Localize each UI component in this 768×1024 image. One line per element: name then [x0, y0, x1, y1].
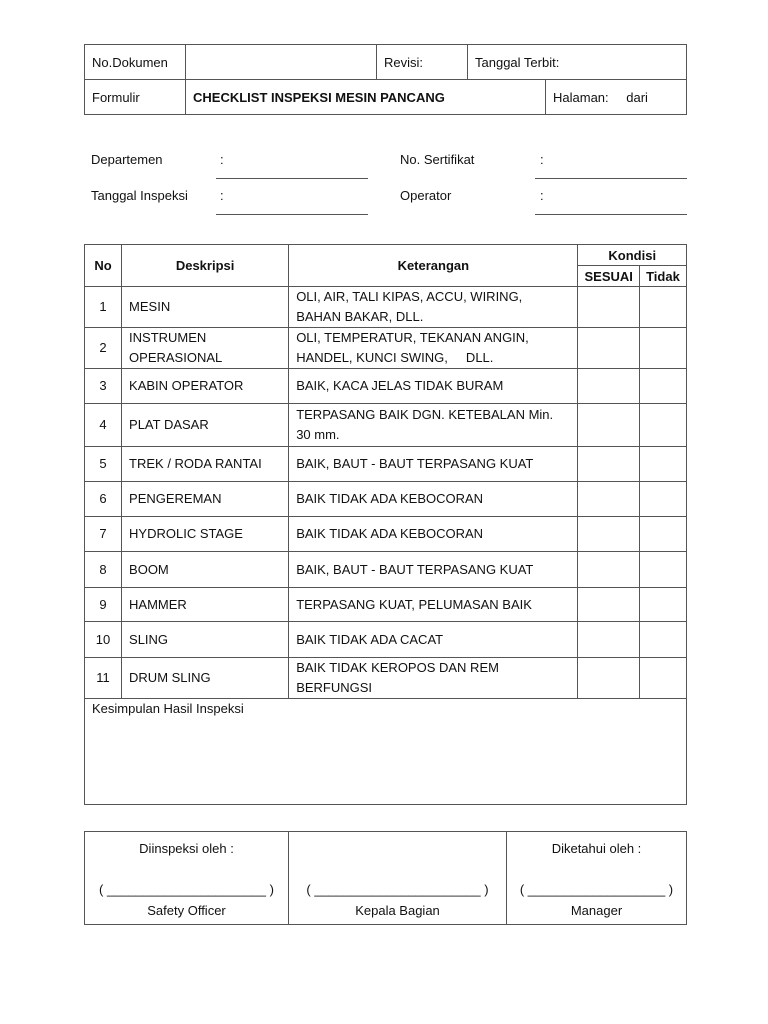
role-kepala-bagian: Kepala Bagian [355, 903, 440, 918]
row-no: 9 [85, 588, 122, 622]
col-tidak-header: Tidak [639, 266, 686, 287]
signature-manager[interactable] [507, 832, 687, 925]
signature-blank-1: ( ______________________ ) [99, 882, 274, 897]
signature-blank-3: ( ___________________ ) [519, 882, 674, 897]
row-deskripsi: HYDROLIC STAGE [122, 517, 289, 552]
row-deskripsi: MESIN [122, 287, 289, 328]
table-row [85, 517, 687, 552]
info-row-1 [91, 146, 687, 182]
halaman-cell [546, 80, 687, 115]
role-manager: Manager [570, 903, 623, 918]
row-keterangan: BAIK TIDAK ADA KEBOCORAN [289, 482, 578, 517]
row-sesuai-cell[interactable] [578, 447, 639, 482]
row-tidak-cell[interactable] [639, 404, 686, 447]
row-no: 8 [85, 552, 122, 588]
table-row [85, 552, 687, 588]
row-sesuai-cell[interactable] [578, 287, 639, 328]
row-tidak-cell[interactable] [639, 287, 686, 328]
tanggal-inspeksi-label: Tanggal Inspeksi [91, 188, 188, 203]
no-sertifikat-label: No. Sertifikat [400, 152, 475, 167]
row-keterangan: TERPASANG KUAT, PELUMASAN BAIK [289, 588, 578, 622]
form-title: CHECKLIST INSPEKSI MESIN PANCANG [186, 80, 546, 115]
revisi-label: Revisi: [377, 45, 468, 80]
row-no: 6 [85, 482, 122, 517]
row-sesuai-cell[interactable] [578, 658, 639, 699]
departemen-field[interactable] [216, 178, 368, 179]
row-sesuai-cell[interactable] [578, 482, 639, 517]
row-deskripsi: HAMMER [122, 588, 289, 622]
row-deskripsi: DRUM SLING [122, 658, 289, 699]
role-safety-officer: Safety Officer [147, 903, 226, 918]
col-no-header: No [85, 245, 122, 287]
row-keterangan: BAIK TIDAK ADA CACAT [289, 622, 578, 658]
row-keterangan: OLI, AIR, TALI KIPAS, ACCU, WIRING, BAHAN BAKAR, DLL. [289, 287, 578, 328]
table-row [85, 404, 687, 447]
kesimpulan-label: Kesimpulan Hasil Inspeksi [92, 701, 244, 716]
info-row-2 [91, 182, 687, 218]
row-no: 7 [85, 517, 122, 552]
inspection-info [91, 146, 687, 218]
col-sesuai-header: SESUAI [578, 266, 639, 287]
no-dokumen-value[interactable] [186, 45, 377, 80]
col-deskripsi-header: Deskripsi [122, 245, 289, 287]
operator-label: Operator [400, 188, 452, 203]
diketahui-label: Diketahui oleh : [551, 841, 642, 856]
row-deskripsi: SLING [122, 622, 289, 658]
diinspeksi-label: Diinspeksi oleh : [139, 841, 234, 856]
row-no: 5 [85, 447, 122, 482]
tanggal-inspeksi-field[interactable] [216, 214, 368, 215]
table-row [85, 369, 687, 404]
signature-table [84, 831, 687, 925]
row-tidak-cell[interactable] [639, 328, 686, 369]
table-row [85, 287, 687, 328]
table-row [85, 588, 687, 622]
row-keterangan: BAIK, BAUT - BAUT TERPASANG KUAT [289, 447, 578, 482]
row-no: 10 [85, 622, 122, 658]
row-tidak-cell[interactable] [639, 588, 686, 622]
formulir-label: Formulir [85, 80, 186, 115]
halaman-label: Halaman: [553, 89, 609, 105]
row-keterangan: BAIK TIDAK KEROPOS DAN REM BERFUNGSI [289, 658, 578, 699]
row-tidak-cell[interactable] [639, 552, 686, 588]
row-sesuai-cell[interactable] [578, 552, 639, 588]
signature-kepala-bagian[interactable] [289, 832, 507, 925]
row-keterangan: TERPASANG BAIK DGN. KETEBALAN Min. 30 mm. [289, 404, 578, 447]
row-tidak-cell[interactable] [639, 369, 686, 404]
no-sertifikat-colon: : [540, 152, 544, 167]
no-dokumen-label: No.Dokumen [85, 45, 186, 80]
row-sesuai-cell[interactable] [578, 517, 639, 552]
row-no: 4 [85, 404, 122, 447]
operator-field[interactable] [535, 214, 687, 215]
document-header-table [84, 44, 687, 115]
row-keterangan: BAIK, BAUT - BAUT TERPASANG KUAT [289, 552, 578, 588]
no-sertifikat-field[interactable] [535, 178, 687, 179]
departemen-colon: : [220, 152, 224, 167]
row-no: 2 [85, 328, 122, 369]
row-sesuai-cell[interactable] [578, 622, 639, 658]
dari-label: dari [626, 89, 648, 105]
row-deskripsi: PENGEREMAN [122, 482, 289, 517]
row-tidak-cell[interactable] [639, 622, 686, 658]
kesimpulan-box[interactable] [84, 698, 687, 805]
tanggal-inspeksi-colon: : [220, 188, 224, 203]
departemen-label: Departemen [91, 152, 163, 167]
row-deskripsi: INSTRUMEN OPERASIONAL [122, 328, 289, 369]
row-no: 3 [85, 369, 122, 404]
row-keterangan: BAIK TIDAK ADA KEBOCORAN [289, 517, 578, 552]
row-keterangan: OLI, TEMPERATUR, TEKANAN ANGIN, HANDEL, KUNCI SWING, DLL. [289, 328, 578, 369]
row-tidak-cell[interactable] [639, 658, 686, 699]
checklist-table [84, 244, 687, 699]
table-row [85, 482, 687, 517]
row-deskripsi: BOOM [122, 552, 289, 588]
col-keterangan-header: Keterangan [289, 245, 578, 287]
signature-blank-2: ( _______________________ ) [306, 882, 489, 897]
row-tidak-cell[interactable] [639, 482, 686, 517]
table-row [85, 328, 687, 369]
table-row [85, 622, 687, 658]
row-deskripsi: PLAT DASAR [122, 404, 289, 447]
col-kondisi-header: Kondisi [578, 245, 687, 266]
row-sesuai-cell[interactable] [578, 588, 639, 622]
operator-colon: : [540, 188, 544, 203]
row-no: 11 [85, 658, 122, 699]
row-deskripsi: KABIN OPERATOR [122, 369, 289, 404]
row-sesuai-cell[interactable] [578, 404, 639, 447]
tanggal-terbit-label: Tanggal Terbit: [468, 45, 687, 80]
row-sesuai-cell[interactable] [578, 328, 639, 369]
signature-safety-officer[interactable] [85, 832, 289, 925]
row-sesuai-cell[interactable] [578, 369, 639, 404]
row-tidak-cell[interactable] [639, 517, 686, 552]
row-deskripsi: TREK / RODA RANTAI [122, 447, 289, 482]
table-row [85, 658, 687, 699]
row-tidak-cell[interactable] [639, 447, 686, 482]
table-row [85, 447, 687, 482]
row-keterangan: BAIK, KACA JELAS TIDAK BURAM [289, 369, 578, 404]
row-no: 1 [85, 287, 122, 328]
